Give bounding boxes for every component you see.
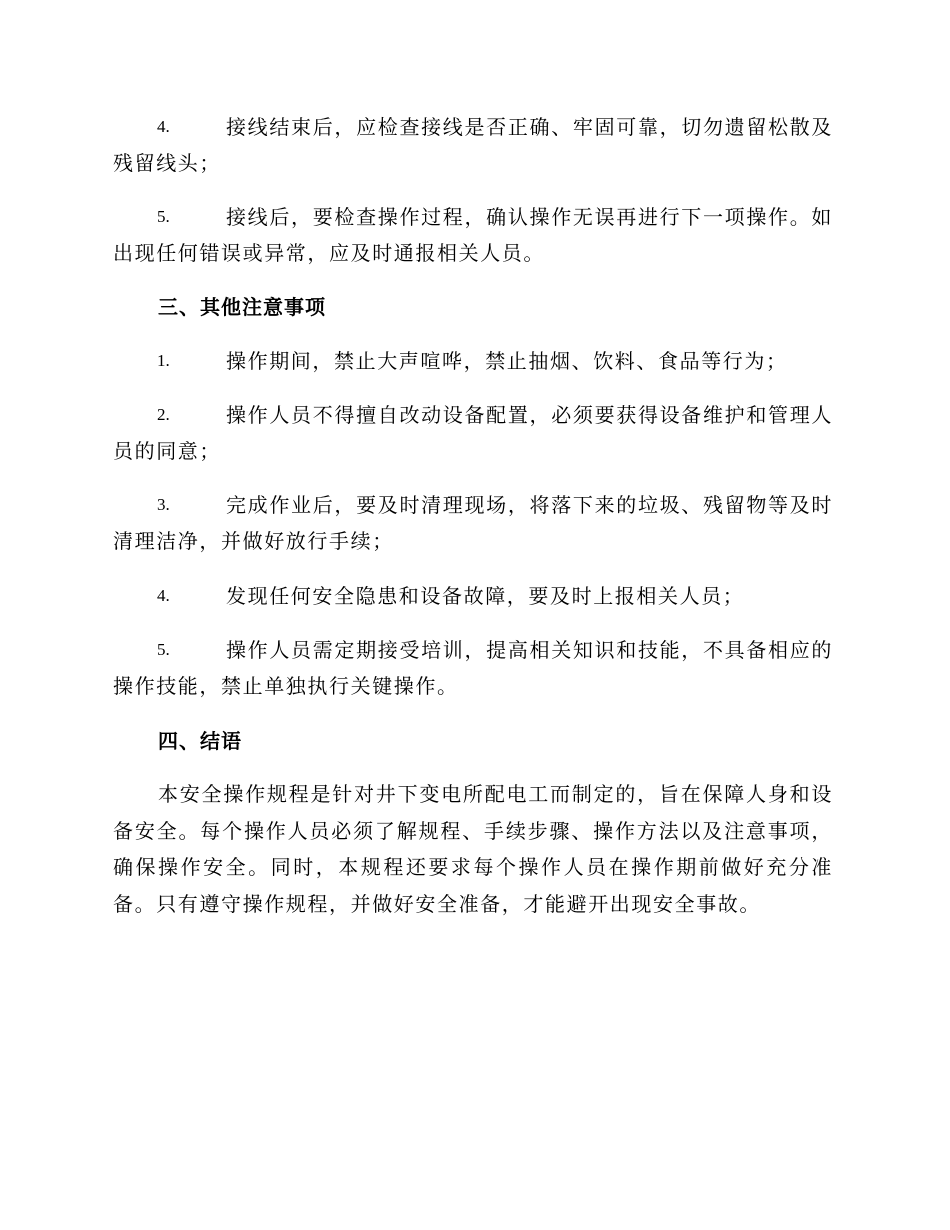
list-item <box>113 199 833 271</box>
list-item <box>113 578 833 614</box>
list-item-text: 接线后，要检查操作过程，确认操作无误再进行下一项操作。如出现任何错误或异常，应及时通报相关人员。 <box>113 205 833 265</box>
list-item-text: 操作人员需定期接受培训，提高相关知识和技能，不具备相应的操作技能，禁止单独执行关键操作。 <box>113 638 833 698</box>
list-item-number: 1. <box>157 351 170 370</box>
list-item-text: 发现任何安全隐患和设备故障，要及时上报相关人员； <box>226 584 745 608</box>
list-item-text: 操作期间，禁止大声喧哗，禁止抽烟、饮料、食品等行为； <box>226 349 788 373</box>
list-item <box>113 487 833 559</box>
list-item-text: 接线结束后，应检查接线是否正确、牢固可靠，切勿遗留松散及残留线头； <box>113 115 833 175</box>
list-item-number: 5. <box>157 640 170 659</box>
section-heading: 三、其他注意事项 <box>158 295 326 319</box>
list-item <box>113 109 833 181</box>
section-heading: 四、结语 <box>158 729 242 753</box>
list-item-text: 完成作业后，要及时清理现场，将落下来的垃圾、残留物等及时清理洁净，并做好放行手续； <box>113 493 833 553</box>
list-item <box>113 343 833 379</box>
list-item-number: 4. <box>157 117 170 136</box>
list-item-text: 操作人员不得擅自改动设备配置，必须要获得设备维护和管理人员的同意； <box>113 403 833 463</box>
list-item <box>113 397 833 469</box>
list-item-number: 4. <box>157 586 170 605</box>
conclusion-paragraph: 本安全操作规程是针对井下变电所配电工而制定的，旨在保障人身和设备安全。每个操作人员必须了解规程、手续步骤、操作方法以及注意事项，确保操作安全。同时，本规程还要求每个操作人员在操作期前做好充分准备。只有遵守操作规程，并做好安全准备，才能避开出现安全事故。 <box>113 782 833 916</box>
list-item-number: 2. <box>157 405 170 424</box>
list-item-number: 3. <box>157 495 170 514</box>
list-item <box>113 632 833 704</box>
list-item-number: 5. <box>157 207 170 226</box>
